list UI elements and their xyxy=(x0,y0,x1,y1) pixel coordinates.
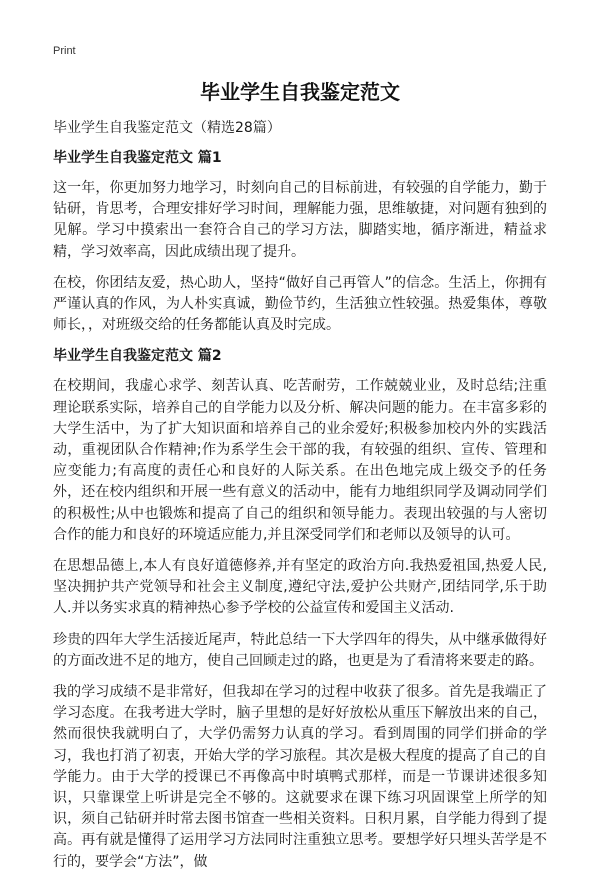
paragraph: 在校期间，我虚心求学、刻苦认真、吃苦耐劳，工作兢兢业业，及时总结;注重理论联系实际，培养自己的自学能力以及分析、解决问题的能力。在丰富多彩的大学生活中，为了扩大知识面和培养自己的业余爱好;积极参加校内外的实践活动，重视团队合作精神;作为系学生会干部的我，有较强的组织、宣传、管理和应变能力;有高度的责任心和良好的人际关系。在出色地完成上级交予的任务外，还在校内组织和开展一些有意义的活动中，能有力地组织同学及调动同学们的积极性;从中也锻炼和提高了自己的组织和领导能力。表现出较强的与人密切合作的能力和良好的环境适应能力,并且深受同学们和老师以及领导的认可。 xyxy=(53,378,547,543)
paragraph: 我的学习成绩不是非常好，但我却在学习的过程中收获了很多。首先是我端正了学习态度。在我考进大学时，脑子里想的是好好放松从重压下解放出来的自己，然而很快我就明白了，大学仍需努力认真的学习。看到周围的同学们拼命的学习，我也打消了初衷，开始大学的学习旅程。其次是极大程度的提高了自己的自学能力。由于大学的授课已不再像高中时填鸭式那样，而是一节课讲述很多知识，只靠课堂上听讲是完全不够的。这就要求在课下练习巩固课堂上所学的知识，须自己钻研并时常去图书馆查一些相关资料。日积月累，自学能力得到了提高。再有就是懂得了运用学习方法同时注重独立思考。要想学好只埋头苦学是不行的，要学会“方法”，做 xyxy=(53,684,547,870)
paragraph: 在校，你团结友爱，热心助人，坚持“做好自己再管人”的信念。生活上，你拥有严谨认真的作风，为人朴实真诚，勤俭节约，生活独立性较强。热爱集体，尊敬师长，，对班级交给的任务都能认真及时完成。 xyxy=(53,274,547,334)
document-body xyxy=(53,118,547,883)
print-link[interactable]: Print xyxy=(53,45,76,57)
section-heading-2: 毕业学生自我鉴定范文 篇2 xyxy=(53,348,222,365)
page-title: 毕业学生自我鉴定范文 xyxy=(200,80,400,104)
paragraph: 珍贵的四年大学生活接近尾声，特此总结一下大学四年的得失，从中继承做得好的方面改进不足的地方，使自己回顾走过的路，也更是为了看清将来要走的路。 xyxy=(53,631,547,669)
paragraph: 这一年，你更加努力地学习，时刻向自己的目标前进，有较强的自学能力，勤于钻研，肯思考，合理安排好学习时间，理解能力强，思维敏捷，对问题有独到的见解。学习中摸索出一套符合自己的学习方法，脚踏实地，循序渐进，精益求精，学习效率高，因此成绩出现了提升。 xyxy=(53,180,547,260)
paragraph: 在思想品德上,本人有良好道德修养,并有坚定的政治方向.我热爱祖国,热爱人民,坚决拥护共产党领导和社会主义制度,遵纪守法,爱护公共财产,团结同学,乐于助人.并以务实求真的精神热心参予学校的公益宣传和爱国主义活动. xyxy=(53,558,547,617)
section-heading-1: 毕业学生自我鉴定范文 篇1 xyxy=(53,150,222,166)
document-subtitle: 毕业学生自我鉴定范文（精选28篇） xyxy=(53,120,281,136)
